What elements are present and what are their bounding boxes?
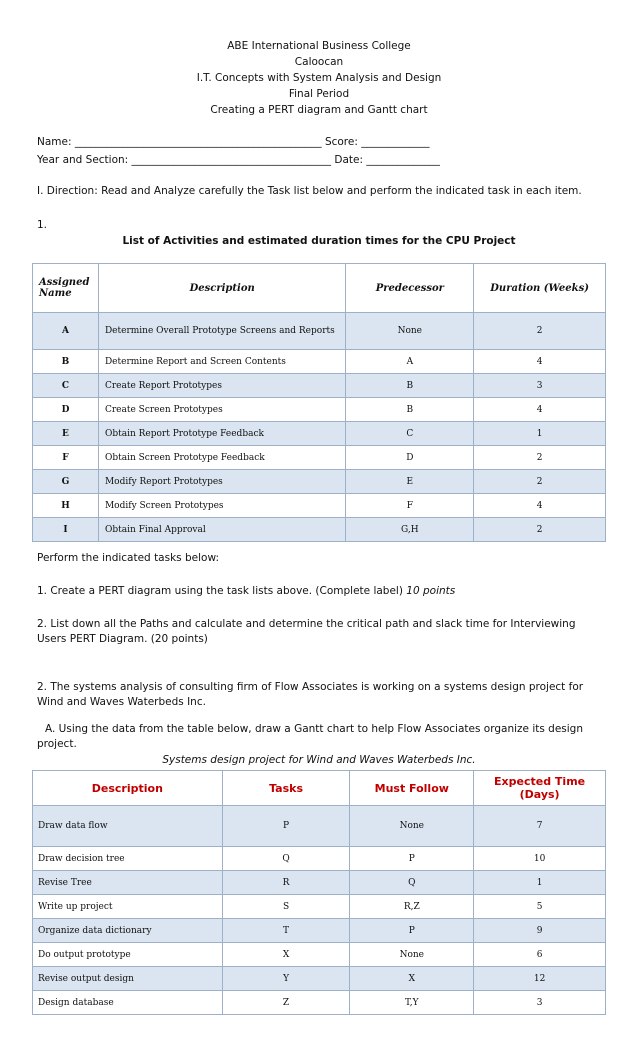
table-row (33, 494, 606, 518)
cell-duration: 4 (474, 398, 606, 422)
cell-predecessor: None (346, 313, 474, 350)
cell-expected-time: 12 (474, 967, 606, 991)
cell-description: Modify Screen Prototypes (98, 494, 345, 518)
cell-description: Draw decision tree (33, 847, 223, 871)
task-1 (37, 584, 607, 599)
cell-duration: 4 (474, 494, 606, 518)
cell-expected-time: 5 (474, 895, 606, 919)
task-1-text: 1. Create a PERT diagram using the task lists above. (Complete label) (37, 585, 407, 597)
cell-must-follow: P (350, 919, 474, 943)
course-title: I.T. Concepts with System Analysis and Design (196, 72, 442, 84)
period-label: Final Period (288, 88, 350, 100)
column-header: Must Follow (350, 771, 474, 806)
column-header: Predecessor (346, 264, 474, 313)
cell-name: A (33, 313, 99, 350)
table-row (33, 470, 606, 494)
cell-duration: 2 (474, 470, 606, 494)
task-3a: A. Using the data from the table below, draw a Gantt chart to help Flow Associates organize its design project. (37, 723, 583, 750)
cell-must-follow: R,Z (350, 895, 474, 919)
table2-caption: Systems design project for Wind and Waves Waterbeds Inc. (162, 754, 476, 766)
campus-name: Caloocan (294, 56, 344, 68)
cell-name: B (33, 350, 99, 374)
cell-description: Modify Report Prototypes (98, 470, 345, 494)
cell-description: Create Report Prototypes (98, 374, 345, 398)
cell-task: X (222, 943, 350, 967)
cell-description: Determine Report and Screen Contents (98, 350, 345, 374)
table-row (33, 350, 606, 374)
column-header: Duration (Weeks) (474, 264, 606, 313)
design-project-table (32, 770, 606, 1015)
cell-task: S (222, 895, 350, 919)
column-header: Assigned Name (33, 264, 99, 313)
cell-duration: 3 (474, 374, 606, 398)
column-header: Tasks (222, 771, 350, 806)
cell-expected-time: 3 (474, 991, 606, 1015)
cell-description: Create Screen Prototypes (98, 398, 345, 422)
cell-description: Obtain Final Approval (98, 518, 345, 542)
cell-description: Determine Overall Prototype Screens and Reports (98, 313, 345, 350)
cell-predecessor: F (346, 494, 474, 518)
cell-task: T (222, 919, 350, 943)
cell-task: Z (222, 991, 350, 1015)
cell-name: H (33, 494, 99, 518)
cell-duration: 4 (474, 350, 606, 374)
cell-must-follow: Q (350, 871, 474, 895)
table-row (33, 895, 606, 919)
table-row (33, 871, 606, 895)
cell-description: Revise Tree (33, 871, 223, 895)
cell-description: Design database (33, 991, 223, 1015)
cell-predecessor: G,H (346, 518, 474, 542)
table-row (33, 313, 606, 350)
activities-table (32, 263, 606, 542)
cell-expected-time: 9 (474, 919, 606, 943)
cell-name: I (33, 518, 99, 542)
cell-description: Revise output design (33, 967, 223, 991)
cell-predecessor: A (346, 350, 474, 374)
cell-task: Y (222, 967, 350, 991)
table-row (33, 422, 606, 446)
table-row (33, 919, 606, 943)
cell-predecessor: D (346, 446, 474, 470)
section-date-line: Year and Section: ______________________________________ Date: ______________ (37, 154, 440, 166)
cell-must-follow: None (350, 943, 474, 967)
cell-must-follow: T,Y (350, 991, 474, 1015)
table-row (33, 967, 606, 991)
cell-name: F (33, 446, 99, 470)
cell-task: P (222, 806, 350, 847)
cell-name: D (33, 398, 99, 422)
cell-expected-time: 10 (474, 847, 606, 871)
name-score-line: Name: _______________________________________________ Score: _____________ (37, 136, 430, 148)
column-header: Description (98, 264, 345, 313)
cell-must-follow: None (350, 806, 474, 847)
item1-number: 1. (37, 219, 48, 231)
cell-expected-time: 1 (474, 871, 606, 895)
table-row (33, 518, 606, 542)
table-row (33, 398, 606, 422)
cell-duration: 1 (474, 422, 606, 446)
task-2: 2. List down all the Paths and calculate and determine the critical path and slack time for Interviewing Users PERT Diagram. (20 points) (37, 618, 576, 645)
task-1-points: 10 points (406, 585, 456, 597)
cell-must-follow: X (350, 967, 474, 991)
table-row (33, 806, 606, 847)
cell-expected-time: 7 (474, 806, 606, 847)
table1-title: List of Activities and estimated duration times for the CPU Project (122, 235, 516, 247)
cell-duration: 2 (474, 313, 606, 350)
cell-predecessor: B (346, 374, 474, 398)
column-header: Description (33, 771, 223, 806)
cell-description: Draw data flow (33, 806, 223, 847)
direction-text: I. Direction: Read and Analyze carefully the Task list below and perform the indicated task in each item. (37, 185, 582, 197)
table-row (33, 847, 606, 871)
cell-description: Do output prototype (33, 943, 223, 967)
cell-expected-time: 6 (474, 943, 606, 967)
cell-duration: 2 (474, 518, 606, 542)
activity-title: Creating a PERT diagram and Gantt chart (210, 104, 428, 116)
column-header: Expected Time (Days) (474, 771, 606, 806)
cell-task: Q (222, 847, 350, 871)
cell-name: G (33, 470, 99, 494)
document-header (0, 38, 638, 118)
table-row (33, 374, 606, 398)
cell-task: R (222, 871, 350, 895)
cell-predecessor: C (346, 422, 474, 446)
cell-duration: 2 (474, 446, 606, 470)
cell-name: C (33, 374, 99, 398)
cell-name: E (33, 422, 99, 446)
cell-must-follow: P (350, 847, 474, 871)
cell-predecessor: E (346, 470, 474, 494)
table-row (33, 991, 606, 1015)
cell-description: Obtain Report Prototype Feedback (98, 422, 345, 446)
cell-predecessor: B (346, 398, 474, 422)
task-3: 2. The systems analysis of consulting firm of Flow Associates is working on a systems design project for Wind and Waves Waterbeds Inc. (37, 681, 584, 708)
table-row (33, 943, 606, 967)
school-name: ABE International Business College (227, 40, 411, 52)
tasks-intro: Perform the indicated tasks below: (37, 552, 219, 564)
cell-description: Write up project (33, 895, 223, 919)
cell-description: Obtain Screen Prototype Feedback (98, 446, 345, 470)
table-row (33, 446, 606, 470)
cell-description: Organize data dictionary (33, 919, 223, 943)
